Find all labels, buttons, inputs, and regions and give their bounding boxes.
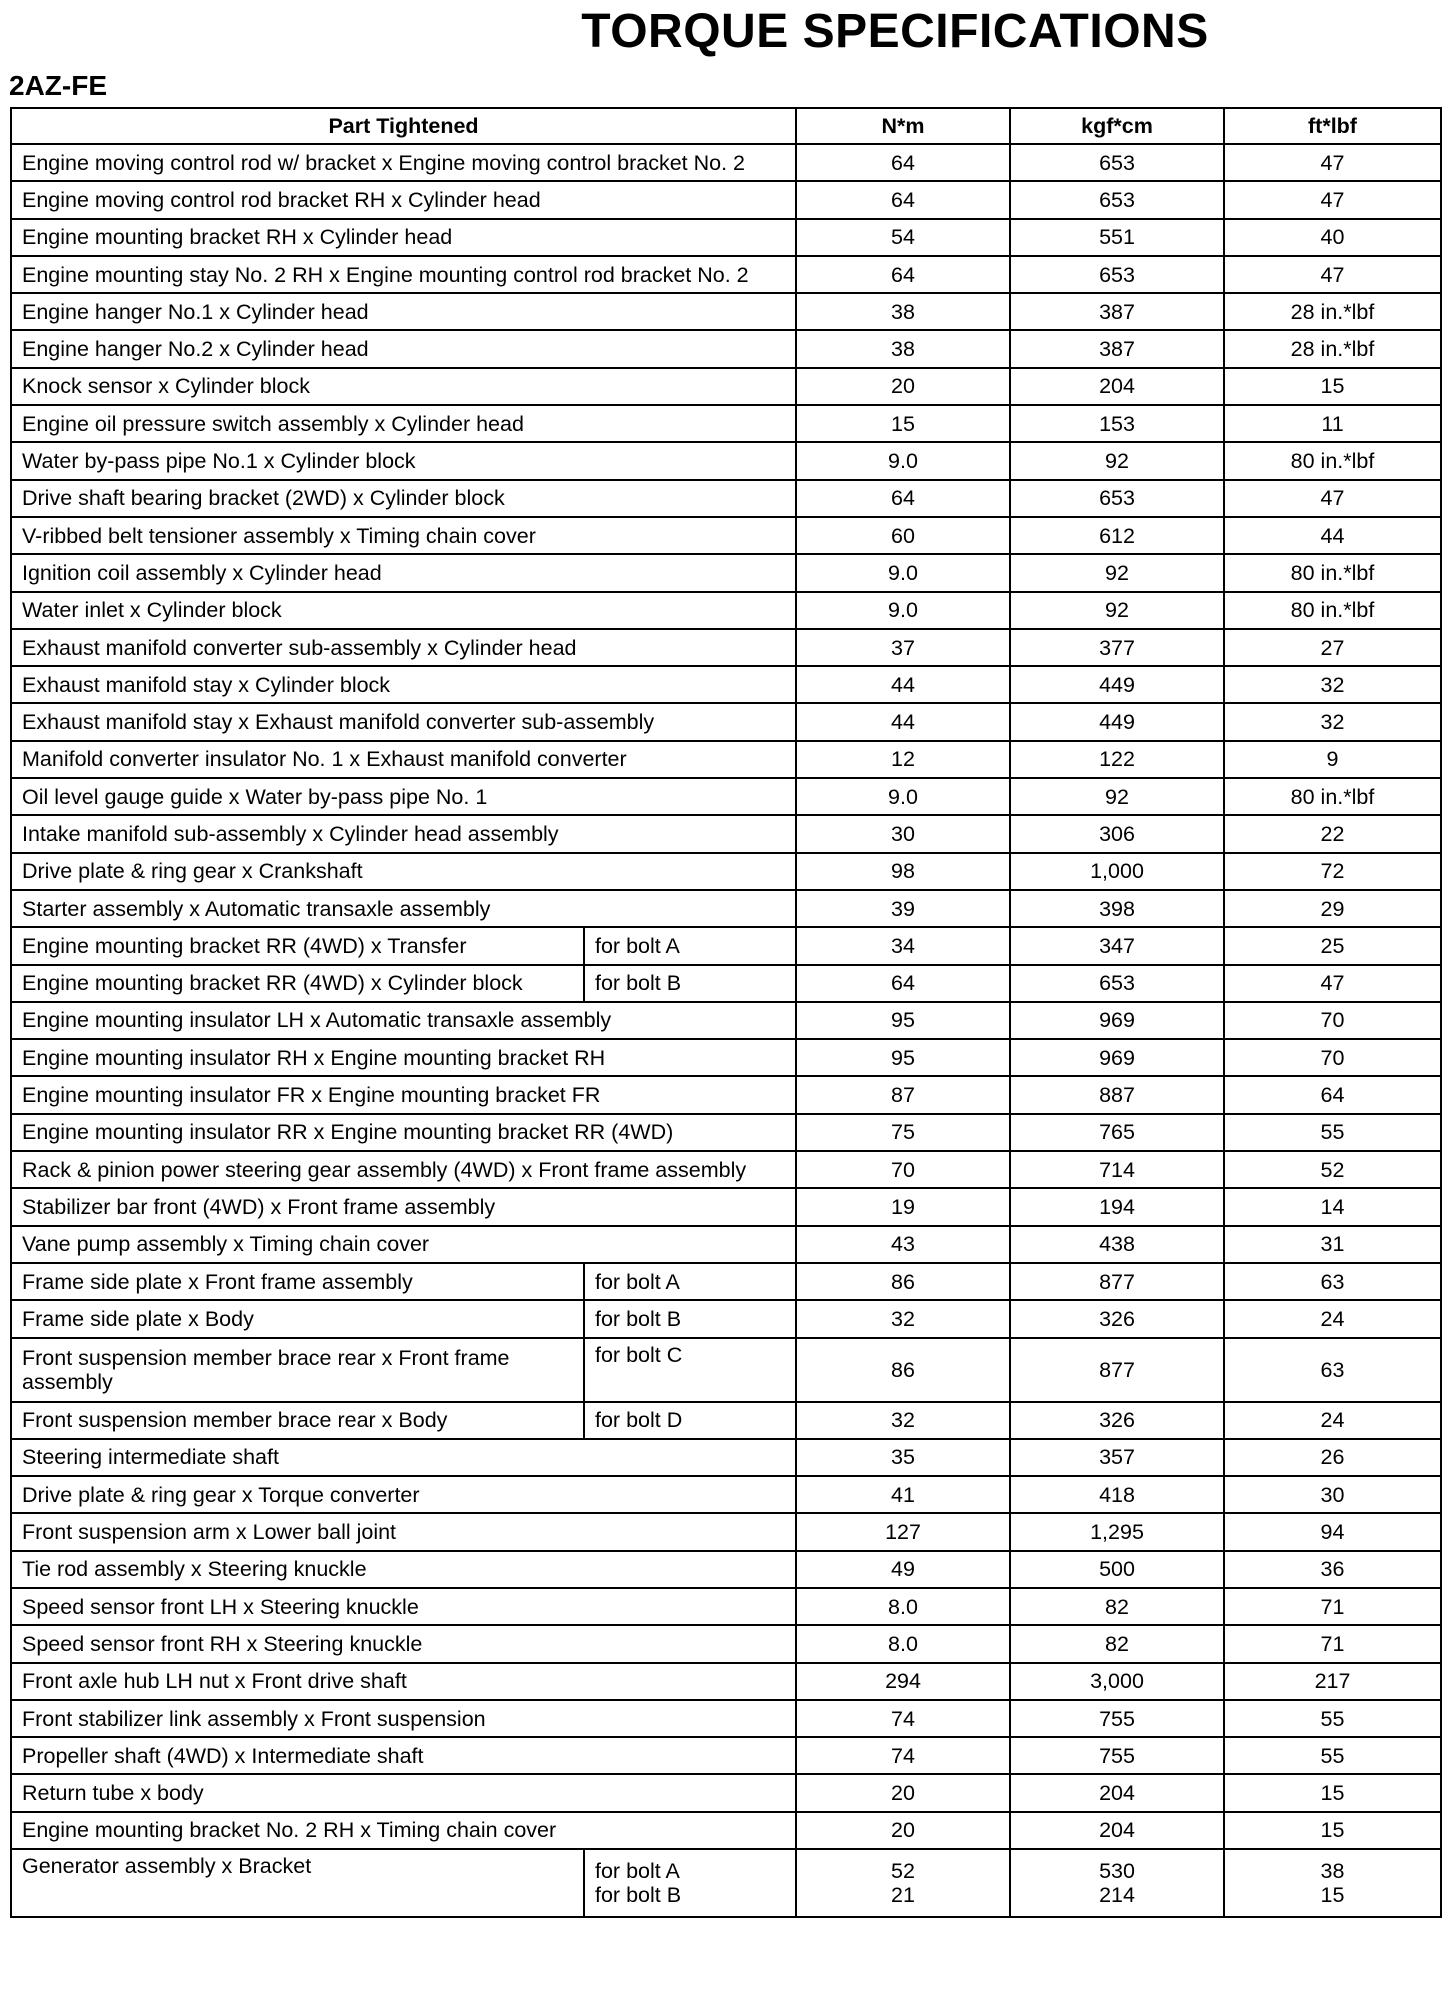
table-row <box>11 554 1441 591</box>
kgf-cell: 3,000 <box>1010 1663 1224 1700</box>
table-row <box>11 965 1441 1002</box>
table-row <box>11 1338 1441 1402</box>
part-cell: Drive plate & ring gear x Crankshaft <box>11 853 796 890</box>
kgf-cell: 82 <box>1010 1625 1224 1662</box>
nm-cell: 74 <box>796 1737 1010 1774</box>
nm-cell: 8.0 <box>796 1588 1010 1625</box>
kgf-cell: 714 <box>1010 1151 1224 1188</box>
ft-cell: 31 <box>1224 1226 1441 1263</box>
ft-cell: 24 <box>1224 1300 1441 1337</box>
kgf-cell: 765 <box>1010 1114 1224 1151</box>
nm-cell: 60 <box>796 517 1010 554</box>
torque-table <box>10 107 1442 1918</box>
part-cell: Water inlet x Cylinder block <box>11 592 796 629</box>
part-cell: Engine moving control rod w/ bracket x Engine moving control bracket No. 2 <box>11 144 796 181</box>
bolt-cell: for bolt A <box>584 927 796 964</box>
kgf-cell: 969 <box>1010 1002 1224 1039</box>
nm-cell: 95 <box>796 1039 1010 1076</box>
table-row <box>11 405 1441 442</box>
part-cell: Tie rod assembly x Steering knuckle <box>11 1551 796 1588</box>
nm-cell: 15 <box>796 405 1010 442</box>
part-cell: Generator assembly x Bracket <box>11 1849 584 1917</box>
part-cell: Front axle hub LH nut x Front drive shaft <box>11 1663 796 1700</box>
part-cell: V-ribbed belt tensioner assembly x Timing chain cover <box>11 517 796 554</box>
page-title: TORQUE SPECIFICATIONS <box>581 5 1209 58</box>
col-header-kgfcm: kgf*cm <box>1010 108 1224 144</box>
nm-cell: 64 <box>796 480 1010 517</box>
table-row <box>11 219 1441 256</box>
part-cell: Oil level gauge guide x Water by-pass pipe No. 1 <box>11 778 796 815</box>
bolt-cell <box>584 1849 796 1917</box>
ft-cell: 32 <box>1224 703 1441 740</box>
ft-cell: 80 in.*lbf <box>1224 442 1441 479</box>
table-row <box>11 256 1441 293</box>
nm-cell: 8.0 <box>796 1625 1010 1662</box>
part-cell: Frame side plate x Front frame assembly <box>11 1263 584 1300</box>
kgf-cell: 449 <box>1010 666 1224 703</box>
part-cell: Exhaust manifold converter sub-assembly x Cylinder head <box>11 629 796 666</box>
nm-cell: 70 <box>796 1151 1010 1188</box>
nm-cell-a: 52 <box>891 1859 915 1884</box>
ft-cell: 47 <box>1224 181 1441 218</box>
ft-cell: 55 <box>1224 1700 1441 1737</box>
nm-cell: 12 <box>796 741 1010 778</box>
part-cell: Engine oil pressure switch assembly x Cylinder head <box>11 405 796 442</box>
nm-cell: 30 <box>796 815 1010 852</box>
table-row <box>11 1188 1441 1225</box>
table-row <box>11 927 1441 964</box>
ft-cell-a: 38 <box>1320 1859 1345 1884</box>
nm-cell: 32 <box>796 1300 1010 1337</box>
table-row <box>11 1039 1441 1076</box>
table-row <box>11 293 1441 330</box>
nm-cell: 75 <box>796 1114 1010 1151</box>
table-row <box>11 181 1441 218</box>
table-row <box>11 666 1441 703</box>
part-cell: Engine mounting insulator FR x Engine mounting bracket FR <box>11 1076 796 1113</box>
ft-cell: 40 <box>1224 219 1441 256</box>
part-cell: Exhaust manifold stay x Exhaust manifold converter sub-assembly <box>11 703 796 740</box>
table-row <box>11 853 1441 890</box>
nm-cell: 32 <box>796 1402 1010 1439</box>
table-row <box>11 144 1441 181</box>
nm-cell: 37 <box>796 629 1010 666</box>
part-cell: Front suspension member brace rear x Front frame assembly <box>11 1338 584 1402</box>
col-header-part: Part Tightened <box>11 108 796 144</box>
nm-cell: 39 <box>796 890 1010 927</box>
table-row <box>11 480 1441 517</box>
nm-cell: 74 <box>796 1700 1010 1737</box>
table-row <box>11 890 1441 927</box>
kgf-cell: 551 <box>1010 219 1224 256</box>
ft-cell: 70 <box>1224 1002 1441 1039</box>
kgf-cell: 887 <box>1010 1076 1224 1113</box>
ft-cell: 64 <box>1224 1076 1441 1113</box>
ft-cell: 55 <box>1224 1737 1441 1774</box>
table-row <box>11 1737 1441 1774</box>
table-row <box>11 1439 1441 1476</box>
table-row <box>11 1663 1441 1700</box>
kgf-cell: 387 <box>1010 330 1224 367</box>
col-header-nm: N*m <box>796 108 1010 144</box>
table-row <box>11 1700 1441 1737</box>
nm-cell: 64 <box>796 256 1010 293</box>
part-cell: Engine mounting stay No. 2 RH x Engine mounting control rod bracket No. 2 <box>11 256 796 293</box>
kgf-cell: 347 <box>1010 927 1224 964</box>
table-row <box>11 1076 1441 1113</box>
kgf-cell: 326 <box>1010 1300 1224 1337</box>
ft-cell: 70 <box>1224 1039 1441 1076</box>
ft-cell: 94 <box>1224 1513 1441 1550</box>
kgf-cell: 653 <box>1010 144 1224 181</box>
nm-cell: 9.0 <box>796 442 1010 479</box>
ft-cell: 22 <box>1224 815 1441 852</box>
part-cell: Engine moving control rod bracket RH x Cylinder head <box>11 181 796 218</box>
part-cell: Water by-pass pipe No.1 x Cylinder block <box>11 442 796 479</box>
table-row <box>11 1151 1441 1188</box>
kgf-cell: 755 <box>1010 1737 1224 1774</box>
nm-cell: 64 <box>796 965 1010 1002</box>
nm-cell: 44 <box>796 703 1010 740</box>
kgf-cell: 755 <box>1010 1700 1224 1737</box>
ft-cell: 80 in.*lbf <box>1224 554 1441 591</box>
ft-cell: 44 <box>1224 517 1441 554</box>
kgf-cell-a: 530 <box>1099 1859 1135 1884</box>
part-cell: Exhaust manifold stay x Cylinder block <box>11 666 796 703</box>
kgf-cell-b: 214 <box>1099 1883 1135 1908</box>
bolt-cell-b: for bolt B <box>595 1883 682 1908</box>
part-cell: Speed sensor front RH x Steering knuckle <box>11 1625 796 1662</box>
ft-cell: 63 <box>1224 1338 1441 1402</box>
kgf-cell: 92 <box>1010 592 1224 629</box>
ft-cell: 36 <box>1224 1551 1441 1588</box>
nm-cell: 98 <box>796 853 1010 890</box>
nm-cell: 9.0 <box>796 554 1010 591</box>
table-row <box>11 1226 1441 1263</box>
kgf-cell: 357 <box>1010 1439 1224 1476</box>
ft-cell: 9 <box>1224 741 1441 778</box>
table-row <box>11 592 1441 629</box>
ft-cell: 14 <box>1224 1188 1441 1225</box>
nm-cell: 20 <box>796 368 1010 405</box>
ft-cell: 47 <box>1224 256 1441 293</box>
nm-cell: 64 <box>796 181 1010 218</box>
part-cell: Speed sensor front LH x Steering knuckle <box>11 1588 796 1625</box>
kgf-cell: 418 <box>1010 1476 1224 1513</box>
part-cell: Drive shaft bearing bracket (2WD) x Cylinder block <box>11 480 796 517</box>
table-row <box>11 1002 1441 1039</box>
table-row <box>11 1812 1441 1849</box>
col-header-ftlbf: ft*lbf <box>1224 108 1441 144</box>
nm-cell: 9.0 <box>796 778 1010 815</box>
nm-cell: 127 <box>796 1513 1010 1550</box>
part-cell: Return tube x body <box>11 1774 796 1811</box>
part-cell: Starter assembly x Automatic transaxle assembly <box>11 890 796 927</box>
part-cell: Engine mounting bracket RR (4WD) x Cylinder block <box>11 965 584 1002</box>
table-row <box>11 1625 1441 1662</box>
ft-cell: 47 <box>1224 144 1441 181</box>
kgf-cell: 612 <box>1010 517 1224 554</box>
nm-cell: 19 <box>796 1188 1010 1225</box>
kgf-cell: 877 <box>1010 1263 1224 1300</box>
part-cell: Rack & pinion power steering gear assembly (4WD) x Front frame assembly <box>11 1151 796 1188</box>
nm-cell: 20 <box>796 1774 1010 1811</box>
table-row <box>11 778 1441 815</box>
ft-cell: 80 in.*lbf <box>1224 778 1441 815</box>
engine-code: 2AZ-FE <box>9 70 107 101</box>
kgf-cell: 398 <box>1010 890 1224 927</box>
nm-cell <box>796 1849 1010 1917</box>
table-row <box>11 1588 1441 1625</box>
part-cell: Engine mounting bracket RH x Cylinder head <box>11 219 796 256</box>
kgf-cell: 194 <box>1010 1188 1224 1225</box>
part-cell: Manifold converter insulator No. 1 x Exhaust manifold converter <box>11 741 796 778</box>
table-row <box>11 330 1441 367</box>
kgf-cell: 877 <box>1010 1338 1224 1402</box>
ft-cell-b: 15 <box>1320 1883 1345 1908</box>
table-row <box>11 1513 1441 1550</box>
part-cell: Engine mounting bracket No. 2 RH x Timing chain cover <box>11 1812 796 1849</box>
ft-cell: 63 <box>1224 1263 1441 1300</box>
bolt-cell: for bolt B <box>584 965 796 1002</box>
kgf-cell: 653 <box>1010 965 1224 1002</box>
nm-cell: 41 <box>796 1476 1010 1513</box>
table-row <box>11 815 1441 852</box>
nm-cell-b: 21 <box>891 1883 915 1908</box>
nm-cell: 38 <box>796 330 1010 367</box>
table-row <box>11 703 1441 740</box>
table-row <box>11 629 1441 666</box>
ft-cell: 25 <box>1224 927 1441 964</box>
ft-cell: 24 <box>1224 1402 1441 1439</box>
ft-cell: 52 <box>1224 1151 1441 1188</box>
table-row <box>11 368 1441 405</box>
part-cell: Front suspension member brace rear x Body <box>11 1402 584 1439</box>
kgf-cell: 449 <box>1010 703 1224 740</box>
kgf-cell: 92 <box>1010 442 1224 479</box>
part-cell: Front stabilizer link assembly x Front suspension <box>11 1700 796 1737</box>
kgf-cell: 969 <box>1010 1039 1224 1076</box>
ft-cell: 55 <box>1224 1114 1441 1151</box>
nm-cell: 9.0 <box>796 592 1010 629</box>
part-cell: Drive plate & ring gear x Torque converter <box>11 1476 796 1513</box>
part-cell: Engine hanger No.2 x Cylinder head <box>11 330 796 367</box>
kgf-cell <box>1010 1849 1224 1917</box>
kgf-cell: 438 <box>1010 1226 1224 1263</box>
kgf-cell: 92 <box>1010 778 1224 815</box>
ft-cell: 72 <box>1224 853 1441 890</box>
nm-cell: 34 <box>796 927 1010 964</box>
nm-cell: 64 <box>796 144 1010 181</box>
table-row <box>11 741 1441 778</box>
nm-cell: 86 <box>796 1338 1010 1402</box>
bolt-cell: for bolt B <box>584 1300 796 1337</box>
part-cell: Propeller shaft (4WD) x Intermediate shaft <box>11 1737 796 1774</box>
kgf-cell: 653 <box>1010 256 1224 293</box>
kgf-cell: 82 <box>1010 1588 1224 1625</box>
ft-cell: 47 <box>1224 480 1441 517</box>
table-row <box>11 442 1441 479</box>
part-cell: Engine hanger No.1 x Cylinder head <box>11 293 796 330</box>
nm-cell: 54 <box>796 219 1010 256</box>
bolt-cell-a: for bolt A <box>595 1859 680 1884</box>
ft-cell: 32 <box>1224 666 1441 703</box>
table-row <box>11 1402 1441 1439</box>
ft-cell: 15 <box>1224 368 1441 405</box>
kgf-cell: 204 <box>1010 368 1224 405</box>
kgf-cell: 153 <box>1010 405 1224 442</box>
table-row <box>11 1849 1441 1917</box>
ft-cell: 15 <box>1224 1774 1441 1811</box>
kgf-cell: 326 <box>1010 1402 1224 1439</box>
table-row <box>11 517 1441 554</box>
ft-cell <box>1224 1849 1441 1917</box>
kgf-cell: 500 <box>1010 1551 1224 1588</box>
ft-cell: 30 <box>1224 1476 1441 1513</box>
table-row <box>11 1263 1441 1300</box>
ft-cell: 71 <box>1224 1588 1441 1625</box>
kgf-cell: 653 <box>1010 480 1224 517</box>
nm-cell: 86 <box>796 1263 1010 1300</box>
ft-cell: 80 in.*lbf <box>1224 592 1441 629</box>
part-cell: Stabilizer bar front (4WD) x Front frame assembly <box>11 1188 796 1225</box>
ft-cell: 47 <box>1224 965 1441 1002</box>
nm-cell: 35 <box>796 1439 1010 1476</box>
part-cell: Frame side plate x Body <box>11 1300 584 1337</box>
part-cell: Front suspension arm x Lower ball joint <box>11 1513 796 1550</box>
ft-cell: 27 <box>1224 629 1441 666</box>
part-cell: Engine mounting bracket RR (4WD) x Transfer <box>11 927 584 964</box>
part-cell: Engine mounting insulator RH x Engine mounting bracket RH <box>11 1039 796 1076</box>
part-cell: Knock sensor x Cylinder block <box>11 368 796 405</box>
part-cell: Intake manifold sub-assembly x Cylinder head assembly <box>11 815 796 852</box>
part-cell: Ignition coil assembly x Cylinder head <box>11 554 796 591</box>
bolt-cell: for bolt A <box>584 1263 796 1300</box>
kgf-cell: 1,295 <box>1010 1513 1224 1550</box>
table-header-row <box>11 108 1441 144</box>
part-cell: Engine mounting insulator RR x Engine mounting bracket RR (4WD) <box>11 1114 796 1151</box>
table-row <box>11 1300 1441 1337</box>
ft-cell: 28 in.*lbf <box>1224 330 1441 367</box>
nm-cell: 294 <box>796 1663 1010 1700</box>
nm-cell: 43 <box>796 1226 1010 1263</box>
ft-cell: 28 in.*lbf <box>1224 293 1441 330</box>
ft-cell: 29 <box>1224 890 1441 927</box>
nm-cell: 20 <box>796 1812 1010 1849</box>
kgf-cell: 204 <box>1010 1812 1224 1849</box>
table-row <box>11 1551 1441 1588</box>
kgf-cell: 92 <box>1010 554 1224 591</box>
kgf-cell: 1,000 <box>1010 853 1224 890</box>
ft-cell: 15 <box>1224 1812 1441 1849</box>
nm-cell: 87 <box>796 1076 1010 1113</box>
nm-cell: 38 <box>796 293 1010 330</box>
kgf-cell: 377 <box>1010 629 1224 666</box>
ft-cell: 217 <box>1224 1663 1441 1700</box>
kgf-cell: 204 <box>1010 1774 1224 1811</box>
table-row <box>11 1476 1441 1513</box>
kgf-cell: 306 <box>1010 815 1224 852</box>
ft-cell: 11 <box>1224 405 1441 442</box>
ft-cell: 71 <box>1224 1625 1441 1662</box>
bolt-cell: for bolt C <box>584 1338 796 1402</box>
nm-cell: 49 <box>796 1551 1010 1588</box>
kgf-cell: 387 <box>1010 293 1224 330</box>
ft-cell: 26 <box>1224 1439 1441 1476</box>
table-row <box>11 1114 1441 1151</box>
kgf-cell: 653 <box>1010 181 1224 218</box>
part-cell: Vane pump assembly x Timing chain cover <box>11 1226 796 1263</box>
part-cell: Engine mounting insulator LH x Automatic transaxle assembly <box>11 1002 796 1039</box>
kgf-cell: 122 <box>1010 741 1224 778</box>
nm-cell: 44 <box>796 666 1010 703</box>
part-cell: Steering intermediate shaft <box>11 1439 796 1476</box>
nm-cell: 95 <box>796 1002 1010 1039</box>
table-row <box>11 1774 1441 1811</box>
bolt-cell: for bolt D <box>584 1402 796 1439</box>
